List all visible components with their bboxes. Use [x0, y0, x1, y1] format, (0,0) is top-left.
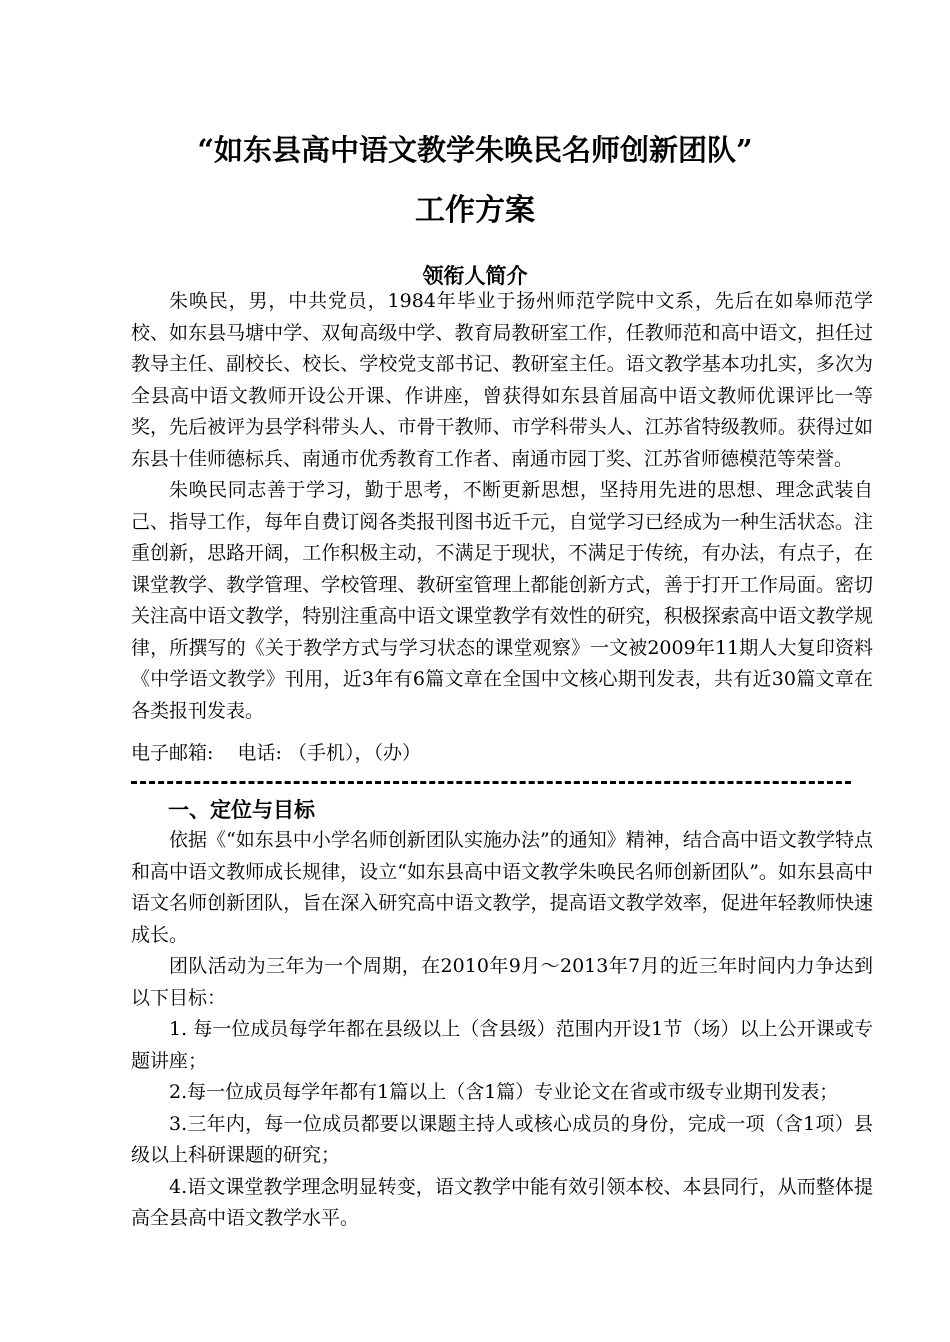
- goal-item: 1. 每一位成员每学年都在县级以上（含县级）范围内开设1节（场）以上公开课或专题讲座；: [131, 1018, 873, 1072]
- goal-item: 4.语文课堂教学理念明显转变，语文教学中能有效引领本校、本县同行，从而整体提高全县高中语文教学水平。: [131, 1175, 873, 1229]
- intro-paragraph: 朱唤民同志善于学习，勤于思考，不断更新思想，坚持用先进的思想、理念武装自己、指导工作，每年自费订阅各类报刊图书近千元，自觉学习已经成为一种生活状态。注重创新，思路开阔，工作积极主动，不满足于现状，不满足于传统，有办法，有点子，在课堂教学、教学管理、学校管理、教研室管理上都能创新方式，善于打开工作局面。密切关注高中语文教学，特别注重高中语文课堂教学有效性的研究，积极探索高中语文教学规律，所撰写的《关于教学方式与学习状态的课堂观察》一文被2009年11期人大复印资料《中学语文教学》刊用，近3年有6篇文章在全国中文核心期刊发表，共有近30篇文章在各类报刊发表。: [131, 479, 873, 722]
- goals-paragraph: 团队活动为三年为一个周期，在2010年9月～2013年7月的近三年时间内力争达到以下目标：: [131, 955, 873, 1009]
- intro-paragraph: 朱唤民，男，中共党员，1984年毕业于扬州师范学院中文系，先后在如皋师范学校、如东县马塘中学、双甸高级中学、教育局教研室工作，任教师范和高中语文，担任过教导主任、副校长、校长、学校党支部书记、教研室主任。语文教学基本功扎实，多次为全县高中语文教师开设公开课、作讲座，曾获得如东县首届高中语文教师优课评比一等奖，先后被评为县学科带头人、市骨干教师、市学科带头人、江苏省特级教师。获得过如东县十佳师德标兵、南通市优秀教育工作者、南通市园丁奖、江苏省师德模范等荣誉。: [131, 290, 873, 470]
- document-title: “如东县高中语文教学朱唤民名师创新团队”: [197, 133, 753, 167]
- goals-paragraph: 依据《“如东县中小学名师创新团队实施办法”的通知》精神，结合高中语文教学特点和高中语文教师成长规律，设立“如东县高中语文教学朱唤民名师创新团队”。如东县高中语文名师创新团队，旨在深入研究高中语文教学，提高语文教学效率，促进年轻教师快速成长。: [131, 829, 873, 946]
- intro-heading: 领衔人简介: [422, 263, 528, 288]
- dashed-divider: [131, 781, 851, 784]
- contact-line: 电子邮箱: 电话: （手机），（办）: [131, 742, 422, 764]
- goal-item: 2.每一位成员每学年都有1篇以上（含1篇）专业论文在省或市级专业期刊发表；: [169, 1081, 839, 1103]
- goal-item: 3.三年内，每一位成员都要以课题主持人或核心成员的身份，完成一项（含1项）县级以上科研课题的研究；: [131, 1112, 873, 1166]
- intro-section: [131, 286, 873, 727]
- goals-section: [131, 825, 873, 1235]
- section-heading: 一、定位与目标: [168, 797, 315, 822]
- document-subtitle: 工作方案: [415, 193, 535, 228]
